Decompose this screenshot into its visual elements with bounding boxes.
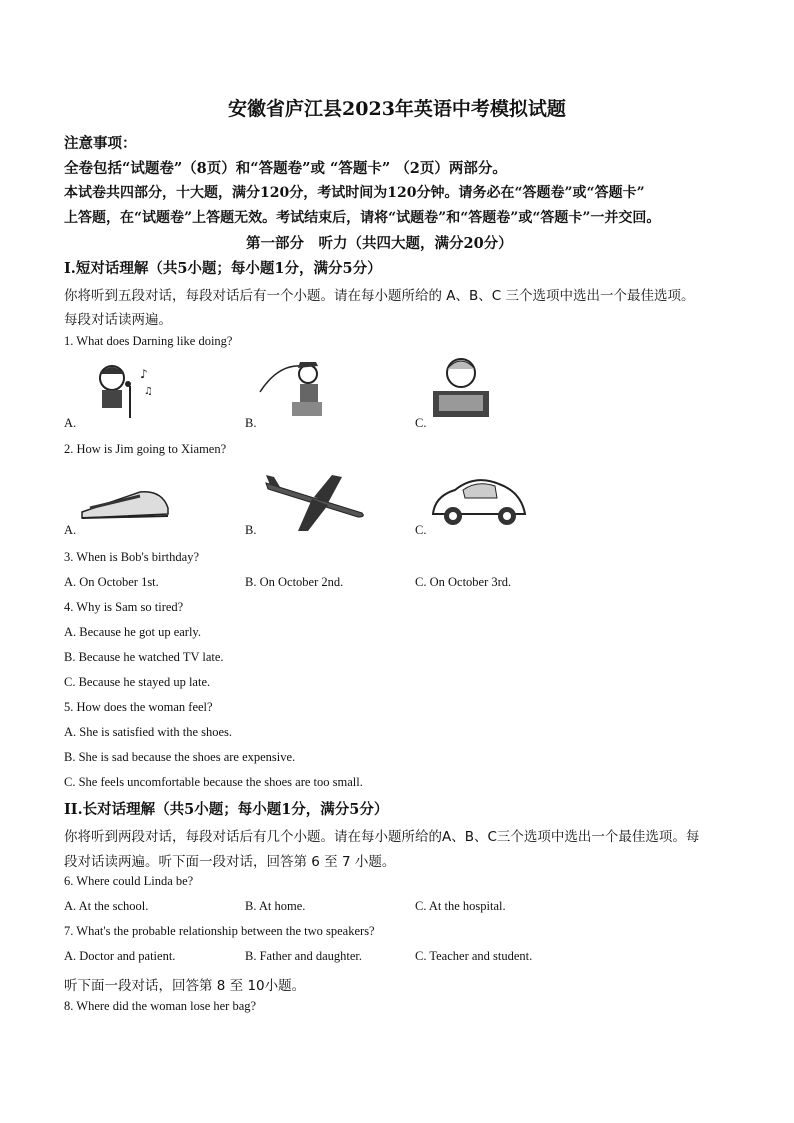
q1-option-b: B. [245,416,257,430]
q7-option-c: C. Teacher and student. [415,949,533,963]
q5-option-a: A. She is satisfied with the shoes. [64,725,233,739]
question-2: 2. How is Jim going to Xiamen? [64,442,227,456]
svg-text:♪: ♪ [140,367,148,381]
q1-option-c: C. [415,416,427,430]
q5-option-b: B. She is sad because the shoes are expensive. [64,750,296,764]
svg-text:♫: ♫ [144,386,153,397]
question-3: 3. When is Bob's birthday? [64,550,199,564]
q7-option-a: A. Doctor and patient. [64,949,176,963]
q4-option-c: C. Because he stayed up late. [64,675,211,689]
airplane-icon [262,473,368,533]
section2-instruction-3: 听下面一段对话，回答第 8 至 10小题。 [64,978,306,994]
notice-line-3: 上答题，在“试题卷”上答题无效。考试结束后，请将“试题卷”和“答题卷”或“答题卡”一并交回。 [64,210,661,226]
q2-option-a: A. [64,523,77,537]
q2-option-c: C. [415,523,427,537]
car-icon [425,470,533,530]
part1-heading: 第一部分 听力（共四大题，满分20分） [246,235,513,252]
notice-line-2: 本试卷共四部分，十大题，满分120分，考试时间为120分钟。请务必在“答题卷”或“答题卡” [64,185,645,201]
section2-instruction-1: 你将听到两段对话，每段对话后有几个小题。请在每小题所给的A、B、C三个选项中选出一个最佳选项。每 [64,829,700,845]
q6-option-b: B. At home. [245,899,306,913]
q5-option-c: C. She feels uncomfortable because the shoes are too small. [64,775,363,789]
singing-boy-icon [80,360,160,420]
question-1: 1. What does Darning like doing? [64,334,233,348]
q6-option-a: A. At the school. [64,899,149,913]
q1-option-a: A. [64,416,77,430]
q2-option-b: B. [245,523,257,537]
question-5: 5. How does the woman feel? [64,700,213,714]
question-6: 6. Where could Linda be? [64,874,194,888]
q4-option-b: B. Because he watched TV late. [64,650,224,664]
section1-instruction-1: 你将听到五段对话，每段对话后有一个小题。请在每小题所给的 A、B、C 三个选项中选出一个最佳选项。 [64,288,695,304]
section1-heading: I.短对话理解（共5小题；每小题1分，满分5分） [64,260,382,277]
q4-option-a: A. Because he got up early. [64,625,201,639]
question-8: 8. Where did the woman lose her bag? [64,999,257,1013]
page-title: 安徽省庐江县2023年英语中考模拟试题 [228,98,566,120]
q6-option-c: C. At the hospital. [415,899,506,913]
question-7: 7. What's the probable relationship between the two speakers? [64,924,375,938]
section2-heading: II.长对话理解（共5小题；每小题1分，满分5分） [64,801,389,818]
q3-option-a: A. On October 1st. [64,575,159,589]
reading-boy-icon [425,355,495,423]
notice-line-1: 全卷包括“试题卷”（8页）和“答题卷”或 “答题卡” （2页）两部分。 [64,160,507,177]
q3-option-c: C. On October 3rd. [415,575,512,589]
train-icon [80,478,170,522]
q7-option-b: B. Father and daughter. [245,949,362,963]
q3-option-b: B. On October 2nd. [245,575,344,589]
section1-instruction-2: 每段对话读两遍。 [64,312,172,328]
question-4: 4. Why is Sam so tired? [64,600,184,614]
section2-instruction-2: 段对话读两遍。听下面一段对话，回答第 6 至 7 小题。 [64,854,396,870]
fishing-boy-icon [258,356,328,422]
notice-heading: 注意事项： [64,135,137,152]
